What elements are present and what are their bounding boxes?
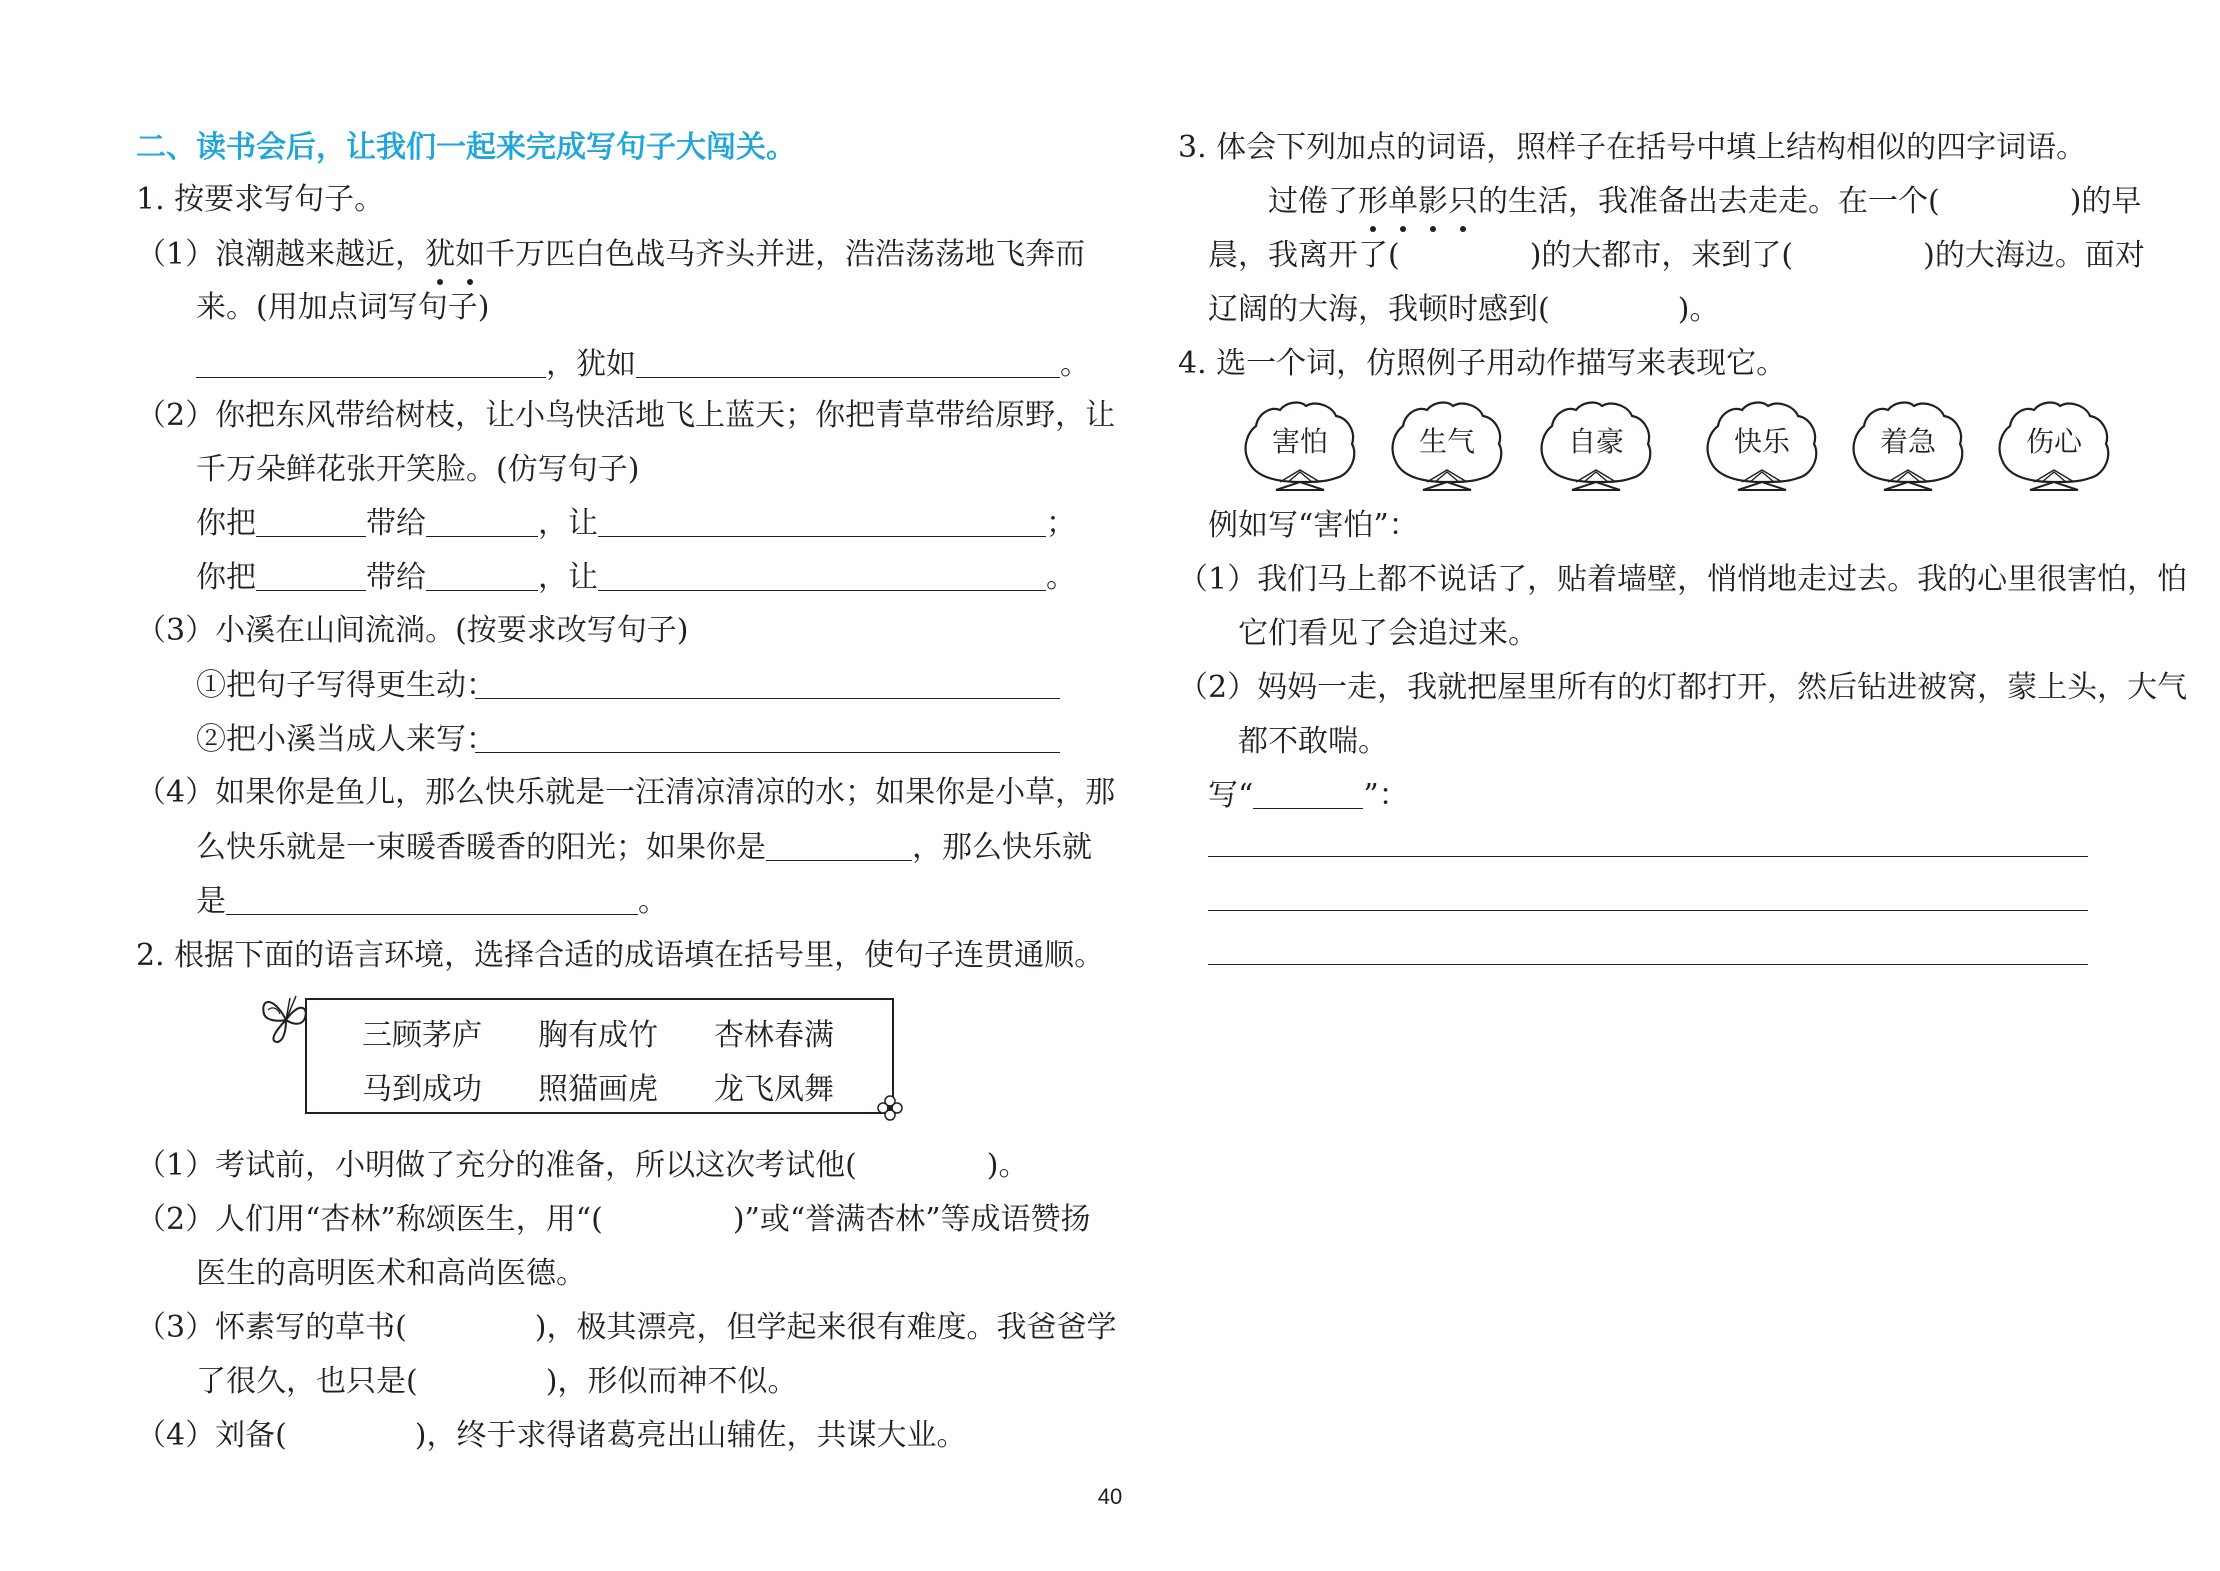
word-shell[interactable]: [1848, 398, 1968, 498]
fill-text: 晨，我离开了(: [1208, 238, 1400, 273]
emphasis-char: 如: [455, 235, 485, 275]
fill-text: （2）人们用“杏林”称颂医生，用“(: [136, 1202, 603, 1237]
fill-text: 带给: [366, 506, 426, 541]
fill-text: 你把: [196, 506, 256, 541]
answer-line[interactable]: [1208, 856, 2088, 857]
fill-text: ，那么快乐就: [912, 830, 1092, 865]
fill-text: 。: [1060, 347, 1090, 382]
q1-p1-line1: （1）浪潮越来越近，犹如千万匹白色战马齐头并进，浩浩荡荡地飞奔而: [136, 235, 1085, 275]
fill-text: 。: [1046, 560, 1076, 595]
q1-p2-fill1[interactable]: [196, 504, 1076, 544]
page-number: 40: [1097, 1484, 1123, 1509]
q1-p3-sub1: ①把句子写得更生动：: [196, 668, 496, 703]
q4-e1-line2: 它们看见了会追过来。: [1238, 616, 1538, 651]
q4-e2-line2: 都不敢喘。: [1238, 724, 1388, 759]
answer-blank[interactable]: [426, 560, 538, 591]
word-shell[interactable]: [1240, 398, 1360, 498]
shell-word: 害怕: [1271, 425, 1328, 458]
q3-line1[interactable]: [1268, 182, 2141, 222]
q2-p2[interactable]: [136, 1200, 1091, 1240]
q4-e1-line1: （1）我们马上都不说话了，贴着墙壁，悄悄地走过去。我的心里很害怕，怕: [1178, 562, 2188, 597]
fill-text: （3）怀素写的草书(: [136, 1310, 407, 1345]
fill-text: )”或“誉满杏林”等成语赞扬: [732, 1202, 1091, 1237]
shell-word: 快乐: [1733, 425, 1790, 458]
fill-text: ，犹如: [546, 347, 636, 382]
q1-p4-line1: （4）如果你是鱼儿，那么快乐就是一汪清凉清凉的水；如果你是小草，那: [136, 775, 1116, 810]
q1-p2-line1: （2）你把东风带给树枝，让小鸟快活地飞上蓝天；你把青草带给原野，让: [136, 398, 1116, 433]
answer-blank[interactable]: [256, 560, 366, 591]
idiom-item: 三顾茅庐: [362, 1018, 482, 1053]
q4-write[interactable]: [1208, 776, 1409, 816]
q2-heading: 2. 根据下面的语言环境，选择合适的成语填在括号里，使句子连贯通顺。: [136, 938, 1105, 973]
q3-heading: 3. 体会下列加点的词语，照样子在括号中填上结构相似的四字词语。: [1178, 130, 2087, 165]
fill-text: （1）考试前，小明做了充分的准备，所以这次考试他(: [136, 1148, 857, 1183]
fill-text: 过倦了: [1268, 184, 1358, 219]
shell-word: 伤心: [2025, 425, 2082, 458]
fill-text: 你把: [196, 560, 256, 595]
emphasis-char: 只: [1448, 182, 1478, 222]
emphasis-char: 形: [1358, 182, 1388, 222]
fill-text: )的早: [2069, 184, 2142, 219]
fill-text: )的大都市，来到了(: [1529, 238, 1794, 273]
word-shell[interactable]: [1536, 398, 1656, 498]
answer-blank[interactable]: [196, 347, 546, 378]
q2-p3-line2[interactable]: [196, 1362, 797, 1402]
fill-text: ”：: [1363, 778, 1409, 813]
flower-icon: [876, 1094, 904, 1122]
fill-text: 带给: [366, 560, 426, 595]
answer-blank[interactable]: [636, 347, 1060, 378]
fill-text: 辽阔的大海，我顿时感到(: [1208, 292, 1550, 327]
q1-heading: 1. 按要求写句子。: [136, 182, 385, 217]
fill-text: 的生活，我准备出去走走。在一个(: [1478, 184, 1940, 219]
fill-text: ，让: [538, 506, 598, 541]
fill-text: )，极其漂亮，但学起来很有难度。我爸爸学: [534, 1310, 1117, 1345]
fill-text: 了很久，也只是(: [196, 1364, 418, 1399]
emphasis-char: 单: [1388, 182, 1418, 222]
answer-line[interactable]: [475, 752, 1060, 753]
fill-text: （4）刘备(: [136, 1418, 287, 1453]
q1-p4-line3[interactable]: [196, 882, 668, 922]
fill-text: ；: [1046, 506, 1076, 541]
fill-text: )，终于求得诸葛亮出山辅佐，共谋大业。: [414, 1418, 967, 1453]
fill-text: )。: [1677, 292, 1720, 327]
emphasis-char: 犹: [425, 235, 455, 275]
q2-p1[interactable]: [136, 1146, 1029, 1186]
answer-blank[interactable]: [256, 506, 366, 537]
shell-word: 生气: [1418, 425, 1475, 458]
q3-line2[interactable]: [1208, 236, 2145, 276]
idiom-item: 照猫画虎: [538, 1072, 658, 1107]
fill-text: )的大海边。面对: [1923, 238, 2145, 273]
q2-p4[interactable]: [136, 1416, 967, 1456]
fill-text: 。: [638, 884, 668, 919]
answer-line[interactable]: [1208, 910, 2088, 911]
idiom-item: 马到成功: [362, 1072, 482, 1107]
fill-text: 是: [196, 884, 226, 919]
butterfly-icon: [256, 990, 312, 1050]
word-shell[interactable]: [1702, 398, 1822, 498]
fill-text: )，形似而神不似。: [545, 1364, 798, 1399]
q1-p2-line2: 千万朵鲜花张开笑脸。(仿写句子): [196, 452, 640, 487]
answer-blank[interactable]: [426, 506, 538, 537]
idiom-item: 杏林春满: [714, 1018, 834, 1053]
q1-p2-fill2[interactable]: [196, 558, 1076, 598]
q4-e2-line1: （2）妈妈一走，我就把屋里所有的灯都打开，然后钻进被窝，蒙上头，大气: [1178, 670, 2188, 705]
answer-blank[interactable]: [766, 830, 912, 861]
q4-example: 例如写“害怕”：: [1208, 508, 1419, 543]
q1-p3-sub2: ②把小溪当成人来写：: [196, 722, 496, 757]
answer-blank[interactable]: [598, 506, 1046, 537]
q4-heading: 4. 选一个词，仿照例子用动作描写来表现它。: [1178, 346, 1787, 381]
answer-blank[interactable]: [598, 560, 1046, 591]
q1-p4-line2[interactable]: [196, 828, 1092, 868]
answer-line[interactable]: [1208, 964, 2088, 965]
word-shell[interactable]: [1387, 398, 1507, 498]
word-shell[interactable]: [1994, 398, 2114, 498]
shell-word: 着急: [1879, 425, 1936, 458]
q2-p2-line2: 医生的高明医术和高尚医德。: [196, 1256, 586, 1291]
q1-p1-line2: 来。(用加点词写句子): [196, 290, 490, 325]
fill-text: 写“: [1208, 778, 1254, 813]
fill-text: 么快乐就是一束暖香暖香的阳光；如果你是: [196, 830, 766, 865]
shell-word: 自豪: [1567, 425, 1624, 458]
q3-line3[interactable]: [1208, 290, 1719, 330]
q1-p3-line1: （3）小溪在山间流淌。(按要求改写句子): [136, 613, 689, 648]
fill-text: ，让: [538, 560, 598, 595]
q1-p1-answer[interactable]: [196, 345, 1090, 385]
idiom-item: 龙飞凤舞: [714, 1072, 834, 1107]
q2-p3[interactable]: [136, 1308, 1117, 1348]
answer-blank[interactable]: [1253, 778, 1363, 809]
section-title: 二、读书会后，让我们一起来完成写句子大闯关。: [136, 130, 796, 165]
dotted-word: [1358, 184, 1478, 219]
answer-blank[interactable]: [226, 884, 638, 915]
answer-line[interactable]: [475, 698, 1060, 699]
idiom-item: 胸有成竹: [538, 1018, 658, 1053]
fill-text: )。: [986, 1148, 1029, 1183]
emphasis-char: 影: [1418, 182, 1448, 222]
